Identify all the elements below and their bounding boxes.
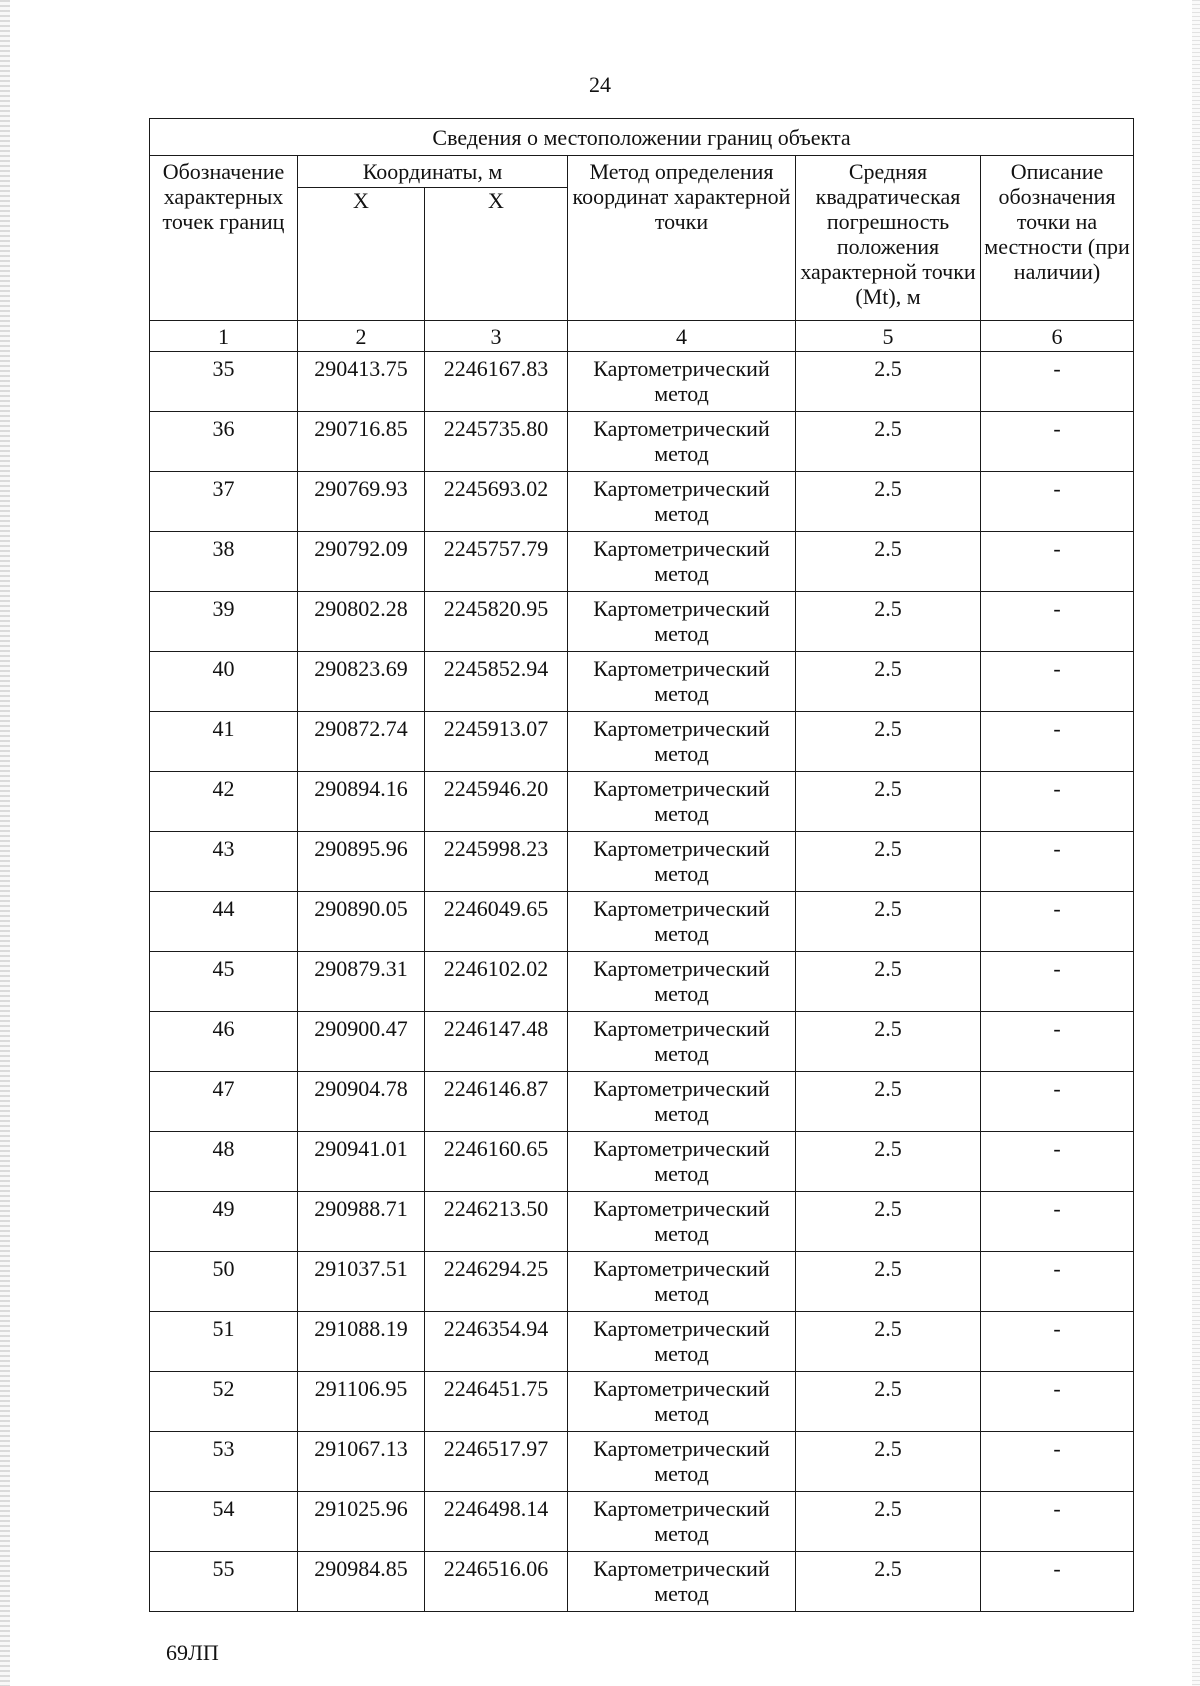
description-cell: - [981,412,1134,472]
point-designation-cell: 35 [150,352,298,412]
header-description: Описание обозначения точки на местности (при наличии) [981,156,1134,321]
description-cell: - [981,1192,1134,1252]
coordinate-y-cell: 2246517.97 [425,1432,568,1492]
coordinate-y-cell: 2245735.80 [425,412,568,472]
coordinate-y-cell: 2245852.94 [425,652,568,712]
coordinate-y-cell: 2246102.02 [425,952,568,1012]
point-designation-cell: 42 [150,772,298,832]
method-cell: Картометрический метод [568,652,796,712]
error-cell: 2.5 [796,1012,981,1072]
coordinate-y-cell: 2246049.65 [425,892,568,952]
error-cell: 2.5 [796,832,981,892]
error-cell: 2.5 [796,412,981,472]
method-cell: Картометрический метод [568,1192,796,1252]
column-number: 6 [981,321,1134,352]
table-row [150,772,1134,832]
error-cell: 2.5 [796,712,981,772]
coordinate-x-cell: 290984.85 [298,1552,425,1612]
table-row [150,352,1134,412]
description-cell: - [981,892,1134,952]
table-row [150,1132,1134,1192]
description-cell: - [981,772,1134,832]
error-cell: 2.5 [796,1072,981,1132]
method-cell: Картометрический метод [568,712,796,772]
header-method: Метод определения координат характерной точки [568,156,796,321]
error-cell: 2.5 [796,1372,981,1432]
coordinate-y-cell: 2245820.95 [425,592,568,652]
document-footer-code: 69ЛП [166,1640,219,1665]
table-row [150,532,1134,592]
point-designation-cell: 54 [150,1492,298,1552]
table-row [150,712,1134,772]
column-number: 1 [150,321,298,352]
description-cell: - [981,1072,1134,1132]
method-cell: Картометрический метод [568,472,796,532]
method-cell: Картометрический метод [568,412,796,472]
method-cell: Картометрический метод [568,1132,796,1192]
coordinate-y-cell: 2245913.07 [425,712,568,772]
method-cell: Картометрический метод [568,832,796,892]
error-cell: 2.5 [796,1492,981,1552]
coordinate-y-cell: 2246294.25 [425,1252,568,1312]
error-cell: 2.5 [796,1432,981,1492]
coordinate-x-cell: 290900.47 [298,1012,425,1072]
table-row [150,1252,1134,1312]
coordinate-x-cell: 291088.19 [298,1312,425,1372]
coordinate-y-cell: 2246146.87 [425,1072,568,1132]
error-cell: 2.5 [796,1132,981,1192]
error-cell: 2.5 [796,952,981,1012]
table-row [150,1432,1134,1492]
point-designation-cell: 47 [150,1072,298,1132]
coordinate-x-cell: 291025.96 [298,1492,425,1552]
coordinate-x-cell: 290716.85 [298,412,425,472]
point-designation-cell: 40 [150,652,298,712]
coordinate-y-cell: 2245998.23 [425,832,568,892]
description-cell: - [981,472,1134,532]
column-number: 2 [298,321,425,352]
error-cell: 2.5 [796,1312,981,1372]
method-cell: Картометрический метод [568,352,796,412]
error-cell: 2.5 [796,1552,981,1612]
column-number: 5 [796,321,981,352]
method-cell: Картометрический метод [568,592,796,652]
point-designation-cell: 51 [150,1312,298,1372]
method-cell: Картометрический метод [568,1312,796,1372]
coordinate-x-cell: 290895.96 [298,832,425,892]
description-cell: - [981,1012,1134,1072]
coordinate-y-cell: 2246147.48 [425,1012,568,1072]
method-cell: Картометрический метод [568,1372,796,1432]
header-x2: X [425,188,568,321]
method-cell: Картометрический метод [568,532,796,592]
coordinate-x-cell: 290904.78 [298,1072,425,1132]
point-designation-cell: 49 [150,1192,298,1252]
description-cell: - [981,1312,1134,1372]
header-coordinates: Координаты, м [298,156,568,188]
table-row [150,1492,1134,1552]
description-cell: - [981,652,1134,712]
coordinate-x-cell: 290890.05 [298,892,425,952]
description-cell: - [981,1252,1134,1312]
description-cell: - [981,532,1134,592]
coordinate-y-cell: 2246354.94 [425,1312,568,1372]
coordinate-y-cell: 2245693.02 [425,472,568,532]
coordinate-x-cell: 290879.31 [298,952,425,1012]
coordinate-y-cell: 2246451.75 [425,1372,568,1432]
method-cell: Картометрический метод [568,892,796,952]
method-cell: Картометрический метод [568,1432,796,1492]
table-row [150,1012,1134,1072]
table-row [150,1192,1134,1252]
coordinate-x-cell: 290413.75 [298,352,425,412]
coordinate-x-cell: 290941.01 [298,1132,425,1192]
method-cell: Картометрический метод [568,1072,796,1132]
description-cell: - [981,1432,1134,1492]
coordinate-y-cell: 2246160.65 [425,1132,568,1192]
table-row [150,1072,1134,1132]
description-cell: - [981,592,1134,652]
table-row [150,1552,1134,1612]
point-designation-cell: 36 [150,412,298,472]
method-cell: Картометрический метод [568,1552,796,1612]
method-cell: Картометрический метод [568,1492,796,1552]
description-cell: - [981,1132,1134,1192]
description-cell: - [981,1372,1134,1432]
coordinate-x-cell: 290988.71 [298,1192,425,1252]
error-cell: 2.5 [796,772,981,832]
coordinate-x-cell: 291037.51 [298,1252,425,1312]
error-cell: 2.5 [796,592,981,652]
point-designation-cell: 37 [150,472,298,532]
coordinate-y-cell: 2246167.83 [425,352,568,412]
table-row [150,892,1134,952]
point-designation-cell: 48 [150,1132,298,1192]
table-row [150,1312,1134,1372]
error-cell: 2.5 [796,472,981,532]
column-number: 4 [568,321,796,352]
description-cell: - [981,832,1134,892]
table-row [150,472,1134,532]
coordinate-x-cell: 290872.74 [298,712,425,772]
coordinate-x-cell: 290802.28 [298,592,425,652]
error-cell: 2.5 [796,532,981,592]
point-designation-cell: 53 [150,1432,298,1492]
description-cell: - [981,712,1134,772]
coordinate-x-cell: 290792.09 [298,532,425,592]
scan-edge-right [1192,0,1200,1686]
method-cell: Картометрический метод [568,1252,796,1312]
error-cell: 2.5 [796,652,981,712]
header-x1: X [298,188,425,321]
table-title: Сведения о местоположении границ объекта [150,119,1134,156]
coordinate-x-cell: 290823.69 [298,652,425,712]
boundary-coordinates-table [149,118,1134,1612]
point-designation-cell: 52 [150,1372,298,1432]
point-designation-cell: 43 [150,832,298,892]
point-designation-cell: 44 [150,892,298,952]
point-designation-cell: 46 [150,1012,298,1072]
table-row [150,832,1134,892]
description-cell: - [981,352,1134,412]
header-row [150,156,1134,188]
coordinate-y-cell: 2246516.06 [425,1552,568,1612]
error-cell: 2.5 [796,352,981,412]
column-numbers-row [150,321,1134,352]
point-designation-cell: 50 [150,1252,298,1312]
coordinate-x-cell: 290769.93 [298,472,425,532]
page-number: 24 [589,72,611,97]
coordinate-x-cell: 291106.95 [298,1372,425,1432]
point-designation-cell: 38 [150,532,298,592]
table-row [150,652,1134,712]
description-cell: - [981,952,1134,1012]
method-cell: Картометрический метод [568,772,796,832]
header-designation: Обозначение характерных точек границ [150,156,298,321]
table-row [150,1372,1134,1432]
point-designation-cell: 39 [150,592,298,652]
scan-edge-left [0,0,10,1686]
table-title-row [150,119,1134,156]
table-row [150,412,1134,472]
point-designation-cell: 55 [150,1552,298,1612]
error-cell: 2.5 [796,1192,981,1252]
description-cell: - [981,1492,1134,1552]
header-error: Средняя квадратическая погрешность положения характерной точки (Mt), м [796,156,981,321]
error-cell: 2.5 [796,1252,981,1312]
coordinate-x-cell: 291067.13 [298,1432,425,1492]
coordinate-x-cell: 290894.16 [298,772,425,832]
coordinate-y-cell: 2245946.20 [425,772,568,832]
coordinate-y-cell: 2246213.50 [425,1192,568,1252]
method-cell: Картометрический метод [568,1012,796,1072]
table-row [150,592,1134,652]
coordinate-y-cell: 2246498.14 [425,1492,568,1552]
coordinate-y-cell: 2245757.79 [425,532,568,592]
description-cell: - [981,1552,1134,1612]
table-row [150,952,1134,1012]
point-designation-cell: 41 [150,712,298,772]
method-cell: Картометрический метод [568,952,796,1012]
point-designation-cell: 45 [150,952,298,1012]
column-number: 3 [425,321,568,352]
error-cell: 2.5 [796,892,981,952]
